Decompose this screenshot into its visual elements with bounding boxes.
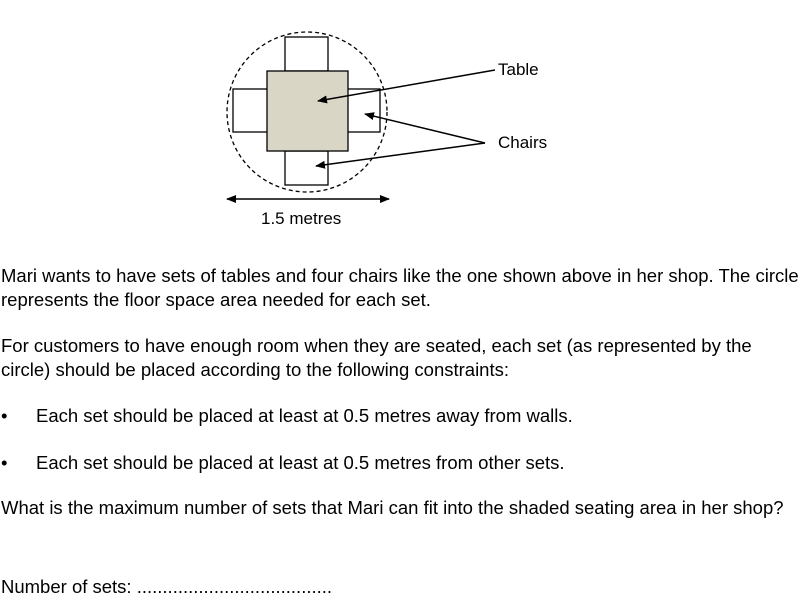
chairs-pointer-line-right (365, 114, 485, 143)
chair-bottom (285, 151, 328, 185)
answer-blank[interactable]: ...................................... (136, 576, 333, 597)
bullet-text-sets: Each set should be placed at least at 0.5 metres from other sets. (36, 452, 565, 473)
bullet-dot: • (1, 405, 8, 426)
bullet-text-walls: Each set should be placed at least at 0.5 metres away from walls. (36, 405, 573, 426)
chair-top (285, 37, 328, 71)
intro-paragraph: Mari wants to have sets of tables and four chairs like the one shown above in her shop. The circle represents the floor space area needed for each set. (1, 265, 799, 310)
table-shape (267, 71, 348, 151)
width-label: 1.5 metres (261, 209, 342, 228)
table-chairs-diagram (0, 0, 800, 240)
answer-line[interactable] (1, 575, 332, 599)
bullet-dot: • (1, 452, 8, 473)
answer-label: Number of sets: (1, 576, 132, 597)
constraints-paragraph: For customers to have enough room when they are seated, each set (as represented by the circle) should be placed according to the following constraints: (1, 335, 752, 380)
table-label: Table (498, 60, 539, 79)
question-paragraph: What is the maximum number of sets that Mari can fit into the shaded seating area in her shop? (1, 497, 784, 518)
chair-left (233, 89, 268, 132)
chairs-label: Chairs (498, 133, 548, 152)
